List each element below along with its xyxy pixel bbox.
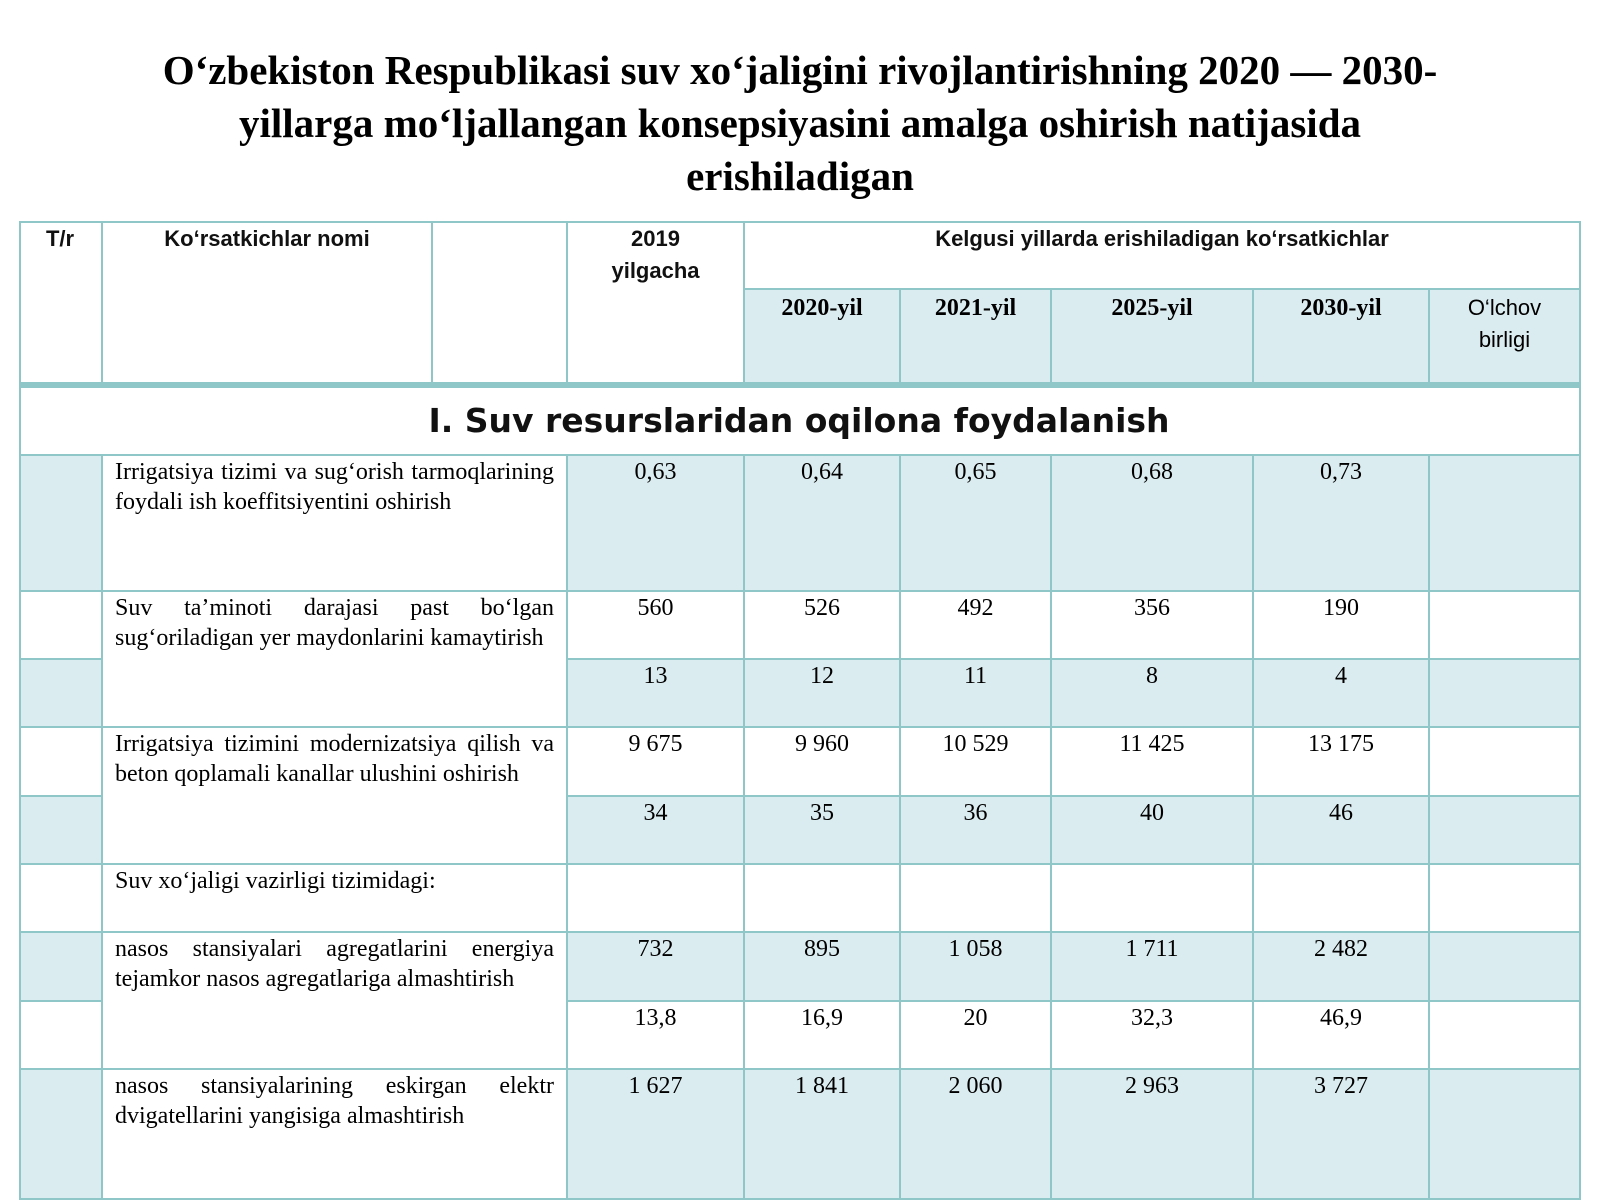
unit-cell: [1430, 592, 1581, 660]
indicator-name: Suv xo‘jaligi vazirligi tizimidagi:: [103, 865, 568, 933]
value-cell: 560: [568, 592, 745, 660]
value-cell: 40: [1052, 797, 1254, 865]
value-cell: 11: [901, 660, 1052, 728]
value-cell: 46,9: [1254, 1002, 1430, 1070]
title-line-1: O‘zbekiston Respublikasi suv xo‘jaligini rivojlantirishning 2020 — 2030-: [162, 47, 1438, 93]
row-number-cell: [19, 865, 103, 933]
unit-cell: [1430, 728, 1581, 797]
value-cell: 4: [1254, 660, 1430, 728]
row-number-cell: [19, 1002, 103, 1070]
unit-cell: [1430, 1070, 1581, 1200]
header-unit: O‘lchov birligi: [1430, 290, 1581, 384]
value-cell: 13 175: [1254, 728, 1430, 797]
title-line-2: yillarga mo‘ljallangan konsepsiyasini amalga oshirish natijasida: [239, 100, 1361, 146]
value-cell: 1 627: [568, 1070, 745, 1200]
row-number-cell: [19, 728, 103, 797]
row-number-cell: [19, 456, 103, 592]
row-number-cell: [19, 592, 103, 660]
header-2025: 2025-yil: [1052, 290, 1254, 384]
value-cell: 3 727: [1254, 1070, 1430, 1200]
value-cell: 34: [568, 797, 745, 865]
value-cell: 0,68: [1052, 456, 1254, 592]
value-cell: 46: [1254, 797, 1430, 865]
value-cell: 20: [901, 1002, 1052, 1070]
row-number-cell: [19, 660, 103, 728]
value-cell: 0,65: [901, 456, 1052, 592]
header-empty-cell: [433, 221, 568, 384]
value-cell: 190: [1254, 592, 1430, 660]
value-cell: 8: [1052, 660, 1254, 728]
indicator-name: Suv ta’minoti darajasi past bo‘lgan sug‘oriladigan yer maydonlarini kamaytirish: [103, 592, 568, 728]
value-cell: 9 675: [568, 728, 745, 797]
header-2020: 2020-yil: [745, 290, 901, 384]
header-2030: 2030-yil: [1254, 290, 1430, 384]
indicator-name: Irrigatsiya tizimini modernizatsiya qilish va beton qoplamali kanallar ulushini oshirish: [103, 728, 568, 865]
value-cell: 0,64: [745, 456, 901, 592]
unit-cell: [1430, 1002, 1581, 1070]
value-cell: 13: [568, 660, 745, 728]
value-cell: 11 425: [1052, 728, 1254, 797]
indicator-name: nasos stansiyalarining eskirgan elektr dvigatellarini yangisiga almashtirish: [103, 1070, 568, 1200]
value-cell: 356: [1052, 592, 1254, 660]
value-cell: 35: [745, 797, 901, 865]
header-future-indicators: Kelgusi yillarda erishiladigan ko‘rsatkichlar: [745, 221, 1581, 290]
value-cell: [745, 865, 901, 933]
section-title: I. Suv resurslaridan oqilona foydalanish: [19, 388, 1581, 456]
value-cell: 32,3: [1052, 1002, 1254, 1070]
value-cell: 1 841: [745, 1070, 901, 1200]
header-divider: [19, 384, 1581, 388]
title-line-3: erishiladigan: [686, 153, 914, 199]
unit-cell: [1430, 660, 1581, 728]
unit-cell: [1430, 865, 1581, 933]
value-cell: 13,8: [568, 1002, 745, 1070]
unit-cell: [1430, 797, 1581, 865]
value-cell: [568, 865, 745, 933]
value-cell: [1254, 865, 1430, 933]
header-2019: 2019 yilgacha: [568, 221, 745, 384]
value-cell: 10 529: [901, 728, 1052, 797]
value-cell: 0,73: [1254, 456, 1430, 592]
header-2021: 2021-yil: [901, 290, 1052, 384]
row-number-cell: [19, 797, 103, 865]
value-cell: [1052, 865, 1254, 933]
value-cell: [901, 865, 1052, 933]
indicator-name: Irrigatsiya tizimi va sug‘orish tarmoqlarining foydali ish koeffitsiyentini oshirish: [103, 456, 568, 592]
value-cell: 1 058: [901, 933, 1052, 1002]
value-cell: 2 482: [1254, 933, 1430, 1002]
value-cell: 36: [901, 797, 1052, 865]
value-cell: 16,9: [745, 1002, 901, 1070]
unit-cell: [1430, 933, 1581, 1002]
value-cell: 2 060: [901, 1070, 1052, 1200]
page-title: [60, 44, 1540, 203]
row-number-cell: [19, 1070, 103, 1200]
value-cell: 1 711: [1052, 933, 1254, 1002]
value-cell: 732: [568, 933, 745, 1002]
value-cell: 0,63: [568, 456, 745, 592]
indicator-name: nasos stansiyalari agregatlarini energiya tejamkor nasos agregatlariga almashtirish: [103, 933, 568, 1070]
header-tr: T/r: [19, 221, 103, 384]
value-cell: 492: [901, 592, 1052, 660]
value-cell: 12: [745, 660, 901, 728]
header-indicator-name: Ko‘rsatkichlar nomi: [103, 221, 433, 384]
unit-cell: [1430, 456, 1581, 592]
row-number-cell: [19, 933, 103, 1002]
value-cell: 526: [745, 592, 901, 660]
value-cell: 9 960: [745, 728, 901, 797]
value-cell: 2 963: [1052, 1070, 1254, 1200]
value-cell: 895: [745, 933, 901, 1002]
